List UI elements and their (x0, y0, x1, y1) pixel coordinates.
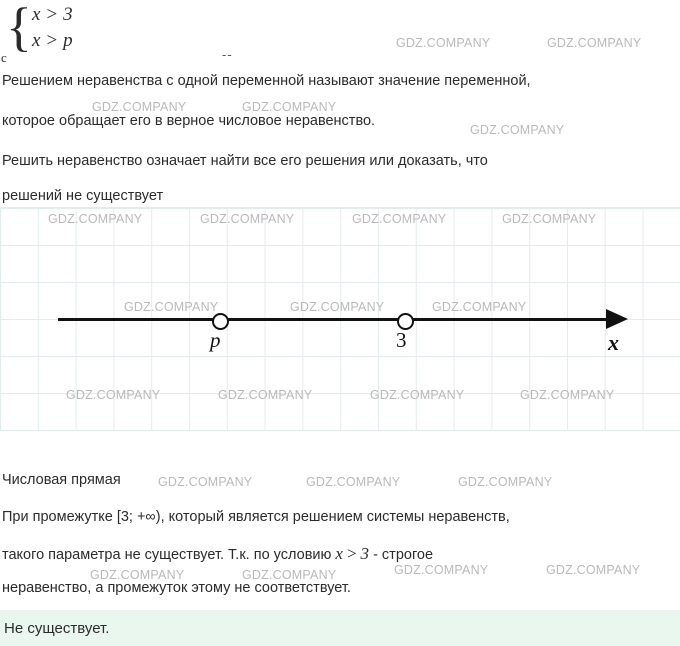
watermark: GDZ.COMPANY (396, 36, 491, 50)
watermark: GDZ.COMPANY (124, 300, 219, 314)
number-line-graph (0, 207, 680, 431)
watermark: GDZ.COMPANY (546, 563, 641, 577)
point-label-p: p (210, 328, 221, 352)
answer-banner (0, 610, 680, 646)
axis-label-x: x (608, 330, 619, 355)
inequality-operator: > (46, 30, 58, 51)
inequality-variable: x (32, 30, 41, 51)
definition-line-2: которое обращает его в верное числовое неравенство. (2, 113, 376, 129)
definition-line-1: Решением неравенства с одной переменной называют значение переменной, (2, 73, 531, 89)
stray-dash: -- (222, 47, 233, 62)
inequality-operator: > (46, 4, 58, 25)
watermark: GDZ.COMPANY (66, 388, 161, 402)
watermark: GDZ.COMPANY (370, 388, 465, 402)
watermark: GDZ.COMPANY (48, 212, 143, 226)
inline-inequality (335, 544, 369, 563)
watermark: GDZ.COMPANY (394, 563, 489, 577)
explanation-line-2-text: такого параметра не существует. Т.к. по условию (2, 547, 336, 563)
explanation-line-1: При промежутке [3; +∞), который является решением системы неравенств, (2, 509, 510, 525)
stray-character: c (1, 50, 7, 65)
brace-glyph: { (6, 0, 32, 57)
inequality-row-1 (32, 4, 73, 26)
inline-operator: > (346, 544, 357, 563)
watermark: GDZ.COMPANY (92, 100, 187, 114)
inequality-row-2 (32, 30, 73, 52)
inequality-variable: x (32, 4, 41, 25)
watermark: GDZ.COMPANY (432, 300, 527, 314)
system-of-inequalities (6, 2, 136, 60)
watermark: GDZ.COMPANY (242, 568, 337, 582)
inline-variable: x (335, 544, 343, 563)
axis-line (58, 318, 614, 321)
watermark: GDZ.COMPANY (470, 123, 565, 137)
watermark: GDZ.COMPANY (547, 36, 642, 50)
watermark: GDZ.COMPANY (458, 475, 553, 489)
explanation-line-2 (2, 544, 433, 564)
watermark: GDZ.COMPANY (200, 212, 295, 226)
definition-line-3: Решить неравенство означает найти все его решения или доказать, что (2, 153, 488, 169)
watermark: GDZ.COMPANY (218, 388, 313, 402)
watermark: GDZ.COMPANY (242, 100, 337, 114)
inequality-value: 3 (63, 4, 73, 25)
graph-caption: Числовая прямая (2, 472, 121, 488)
watermark: GDZ.COMPANY (502, 212, 597, 226)
explanation-line-3: неравенство, а промежуток этому не соответствует. (2, 580, 351, 596)
watermark: GDZ.COMPANY (290, 300, 385, 314)
axis-arrow-icon (606, 309, 628, 329)
inline-value: 3 (360, 544, 370, 563)
definition-line-4: решений не существует (2, 188, 164, 204)
watermark: GDZ.COMPANY (90, 568, 185, 582)
inequality-value: p (63, 30, 73, 51)
watermark: GDZ.COMPANY (520, 388, 615, 402)
explanation-line-2-suffix: - строгое (369, 547, 434, 563)
answer-text: Не существует. (4, 619, 110, 637)
point-label-3: 3 (396, 328, 407, 352)
watermark: GDZ.COMPANY (306, 475, 401, 489)
watermark: GDZ.COMPANY (158, 475, 253, 489)
watermark: GDZ.COMPANY (352, 212, 447, 226)
